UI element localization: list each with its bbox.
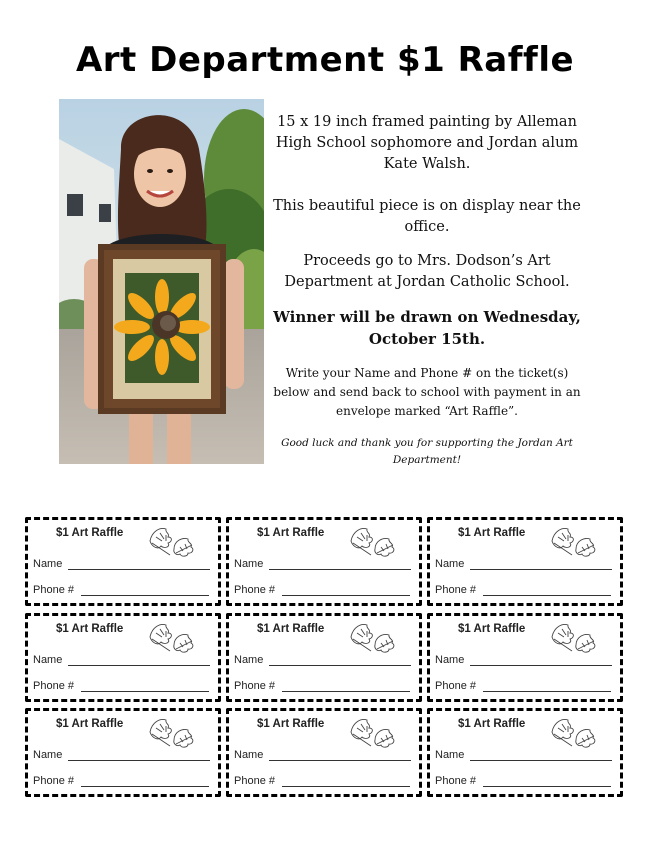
raffle-ticket (226, 613, 422, 702)
phone-write-line[interactable] (282, 691, 410, 692)
phone-label: Phone # (234, 584, 275, 596)
ticket-phone-field[interactable] (435, 584, 476, 596)
ticket-name-field[interactable] (33, 749, 62, 761)
oak-leaves-icon (146, 619, 198, 655)
raffle-ticket (427, 613, 623, 702)
phone-write-line[interactable] (483, 595, 611, 596)
oak-leaves-icon (146, 523, 198, 559)
phone-write-line[interactable] (81, 691, 209, 692)
ticket-name-field[interactable] (33, 654, 62, 666)
name-label: Name (33, 749, 63, 761)
display-location-text: This beautiful piece is on display near the office. (273, 198, 581, 235)
drawing-date-text: Winner will be drawn on Wednesday, October 15th. (273, 308, 581, 348)
ticket-heading: $1 Art Raffle (257, 718, 325, 730)
name-write-line[interactable] (68, 760, 210, 761)
ticket-phone-field[interactable] (435, 775, 476, 787)
name-write-line[interactable] (470, 760, 612, 761)
ticket-name-field[interactable] (234, 654, 263, 666)
name-label: Name (234, 749, 264, 761)
oak-leaves-icon (548, 523, 600, 559)
student-with-painting-photo (59, 99, 264, 464)
ticket-phone-field[interactable] (33, 584, 74, 596)
raffle-ticket (427, 517, 623, 606)
painting-description: 15 x 19 inch framed painting by Alleman High School sophomore and Jordan alum Kate Walsh. (275, 114, 579, 172)
phone-label: Phone # (435, 775, 476, 787)
ticket-name-field[interactable] (234, 749, 263, 761)
phone-write-line[interactable] (483, 691, 611, 692)
name-label: Name (234, 654, 264, 666)
ticket-name-field[interactable] (234, 558, 263, 570)
ticket-name-field[interactable] (435, 654, 464, 666)
ticket-name-field[interactable] (33, 558, 62, 570)
name-write-line[interactable] (470, 665, 612, 666)
name-label: Name (234, 558, 264, 570)
raffle-ticket (25, 708, 221, 797)
name-write-line[interactable] (269, 665, 411, 666)
oak-leaves-icon (347, 523, 399, 559)
raffle-ticket (226, 517, 422, 606)
ticket-phone-field[interactable] (234, 775, 275, 787)
phone-write-line[interactable] (81, 786, 209, 787)
instructions-text: Write your Name and Phone # on the ticket(s) below and send back to school with payment in an envelope marked “Art Raffle”. (273, 366, 581, 418)
ticket-phone-field[interactable] (234, 584, 275, 596)
name-label: Name (33, 654, 63, 666)
phone-write-line[interactable] (282, 595, 410, 596)
ticket-heading: $1 Art Raffle (458, 623, 526, 635)
raffle-ticket-grid (25, 517, 625, 797)
phone-label: Phone # (33, 680, 74, 692)
ticket-phone-field[interactable] (234, 680, 275, 692)
ticket-heading: $1 Art Raffle (56, 623, 124, 635)
ticket-heading: $1 Art Raffle (458, 527, 526, 539)
name-label: Name (435, 749, 465, 761)
raffle-ticket (226, 708, 422, 797)
phone-write-line[interactable] (81, 595, 209, 596)
name-write-line[interactable] (269, 569, 411, 570)
page-title: Art Department $1 Raffle (75, 40, 575, 80)
ticket-heading: $1 Art Raffle (257, 527, 325, 539)
ticket-phone-field[interactable] (33, 775, 74, 787)
ticket-heading: $1 Art Raffle (56, 527, 124, 539)
oak-leaves-icon (548, 619, 600, 655)
name-label: Name (435, 654, 465, 666)
ticket-heading: $1 Art Raffle (458, 718, 526, 730)
phone-write-line[interactable] (483, 786, 611, 787)
photo-illustration (59, 99, 264, 464)
raffle-ticket (25, 517, 221, 606)
phone-label: Phone # (234, 680, 275, 692)
oak-leaves-icon (347, 714, 399, 750)
raffle-description (272, 112, 582, 469)
proceeds-text: Proceeds go to Mrs. Dodson’s Art Department at Jordan Catholic School. (284, 253, 570, 290)
name-write-line[interactable] (68, 569, 210, 570)
name-label: Name (435, 558, 465, 570)
phone-label: Phone # (435, 680, 476, 692)
ticket-phone-field[interactable] (435, 680, 476, 692)
name-write-line[interactable] (68, 665, 210, 666)
ticket-heading: $1 Art Raffle (56, 718, 124, 730)
raffle-ticket (427, 708, 623, 797)
ticket-name-field[interactable] (435, 558, 464, 570)
ticket-name-field[interactable] (435, 749, 464, 761)
phone-label: Phone # (33, 584, 74, 596)
phone-write-line[interactable] (282, 786, 410, 787)
thank-you-text: Good luck and thank you for supporting the Jordan Art Department! (281, 437, 573, 466)
phone-label: Phone # (33, 775, 74, 787)
ticket-phone-field[interactable] (33, 680, 74, 692)
oak-leaves-icon (146, 714, 198, 750)
phone-label: Phone # (435, 584, 476, 596)
phone-label: Phone # (234, 775, 275, 787)
oak-leaves-icon (548, 714, 600, 750)
raffle-ticket (25, 613, 221, 702)
name-label: Name (33, 558, 63, 570)
ticket-heading: $1 Art Raffle (257, 623, 325, 635)
name-write-line[interactable] (269, 760, 411, 761)
name-write-line[interactable] (470, 569, 612, 570)
oak-leaves-icon (347, 619, 399, 655)
